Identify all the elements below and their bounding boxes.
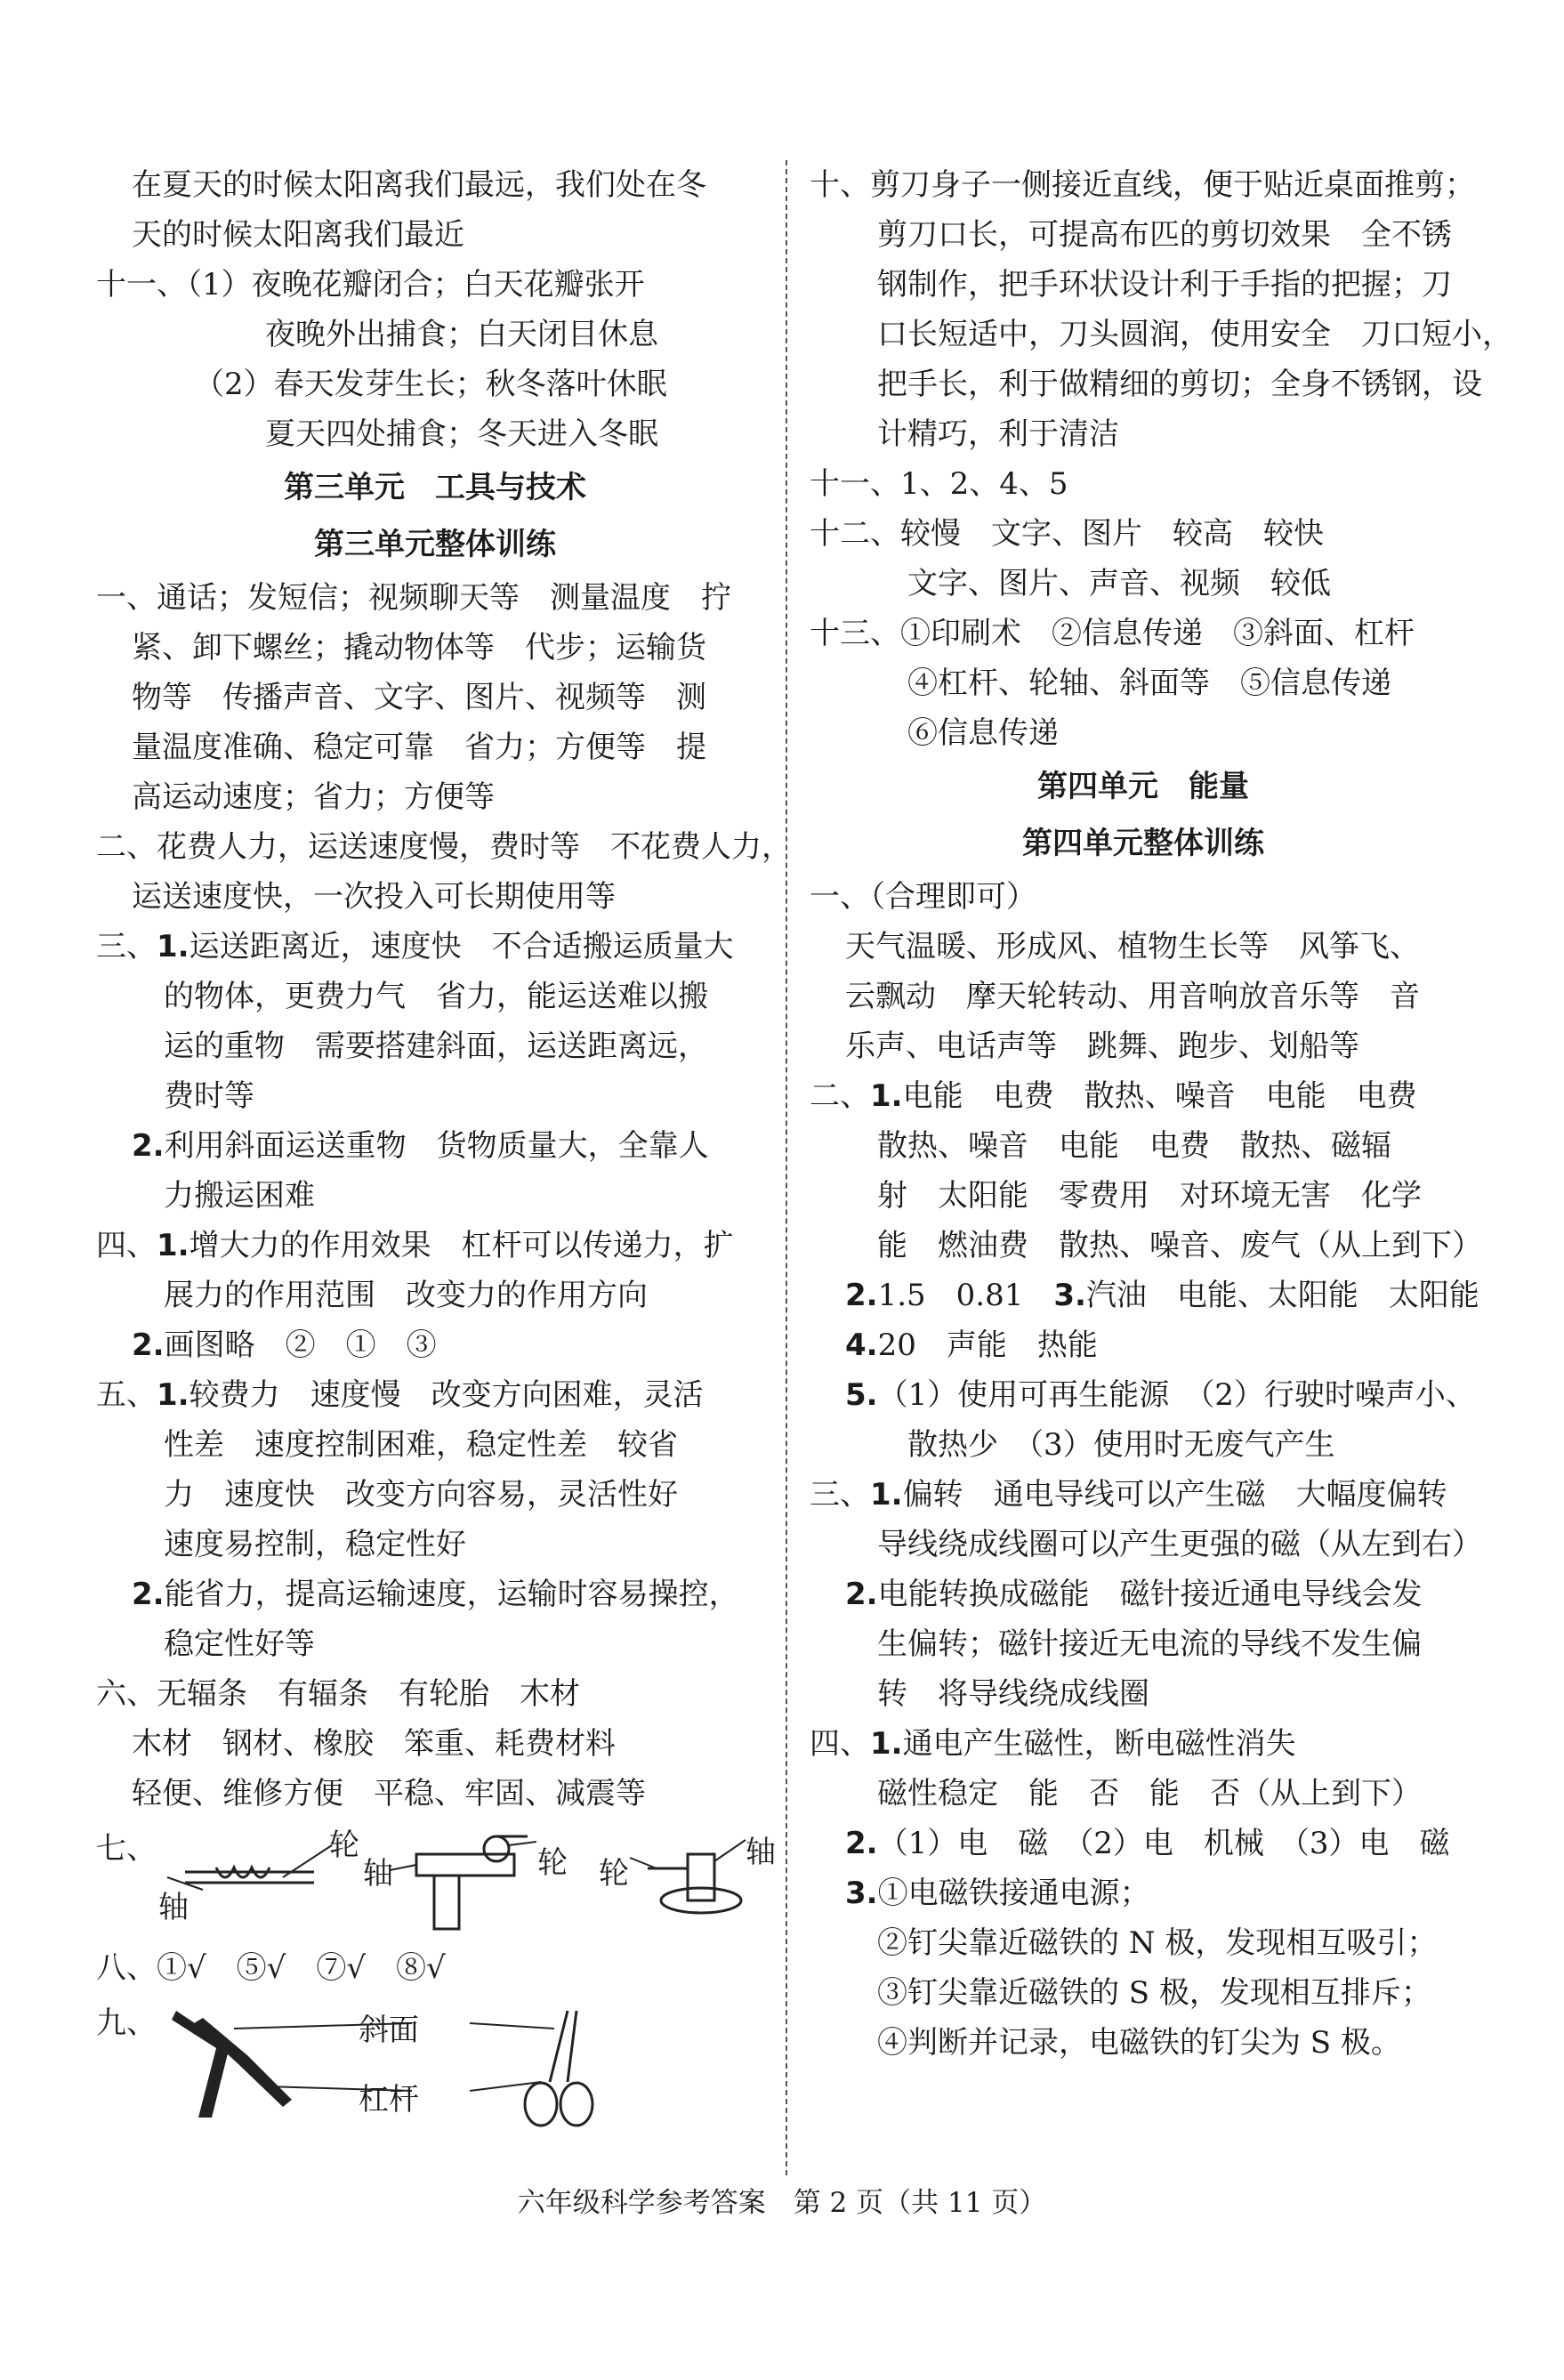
answer-line: 钢制作，把手环状设计利于手指的把握；刀 (877, 267, 1452, 303)
label-wheel: 轮 (329, 1827, 359, 1863)
answer-line: 夏天四处捕食；冬天进入冬眠 (265, 416, 658, 452)
sub-number: 3. (1053, 1278, 1086, 1313)
answer-text: （1）使用可再生能源 （2）行驶时噪声小、 (877, 1377, 1476, 1413)
answer-line: 天气温暖、形成风、植物生长等 风筝飞、 (845, 929, 1420, 964)
answer-line (96, 1569, 774, 1619)
sub-number: 1. (157, 1377, 189, 1413)
answer-line: 力 速度快 改变方向容易，灵活性好 (164, 1477, 678, 1513)
sub-number: 1. (870, 1078, 903, 1114)
question-r1 (810, 872, 1477, 922)
question-number: 四、 (810, 1726, 870, 1762)
question-1 (96, 573, 774, 623)
answer-text: 运送距离近，速度快 不合适搬运质量大 (189, 929, 734, 964)
answer-line: 剪刀口长，可提高布匹的剪切效果 全不锈 (877, 217, 1452, 253)
question-number: 十一、 (96, 267, 187, 303)
sub-number: 2. (132, 1577, 165, 1612)
answer-text: 1.5 0.81 (877, 1278, 1024, 1313)
sub-number: 1. (157, 1228, 189, 1263)
sub-number: 4. (845, 1327, 878, 1363)
unit-4-subtitle: 第四单元整体训练 (1022, 826, 1264, 861)
question-10 (810, 160, 1477, 210)
answer-line: 口长短适中，刀头圆润，使用安全 刀口短小， (877, 317, 1512, 352)
answer-text: （1）电 磁 （2）电 机械 （3）电 磁 (877, 1826, 1450, 1861)
answer-text: 较费力 速度慢 改变方向困难，灵活 (189, 1377, 704, 1413)
answer-line: 的物体，更费力气 省力，能运送难以搬 (164, 979, 708, 1014)
answer-line: 高运动速度；省力；方便等 (132, 779, 495, 815)
answer-text: 能省力，提高运输速度，运输时容易操控， (164, 1577, 739, 1612)
sub-number: 1. (870, 1477, 903, 1513)
question-11-left (96, 260, 774, 310)
answer-text: 增大力的作用效果 杠杆可以传递力，扩 (189, 1228, 734, 1263)
answer-line: 稳定性好等 (164, 1626, 315, 1662)
answer-line (810, 1320, 1477, 1370)
answer-text: 花费人力，运送速度慢，费时等 不花费人力， (157, 829, 792, 865)
question-r2 (810, 1071, 1477, 1121)
question-3 (96, 922, 774, 972)
answer-line: 力搬运困难 (164, 1178, 315, 1214)
question-number: 十、 (810, 167, 870, 203)
answer-line: 能 燃油费 散热、噪音、废气（从上到下） (877, 1228, 1482, 1263)
question-r4 (810, 1719, 1477, 1769)
question-number: 七、 (96, 1831, 157, 1867)
label-wheel: 轮 (599, 1856, 629, 1892)
question-number: 九、 (96, 2005, 157, 2041)
answer-line (810, 1868, 1477, 1918)
label-wheel: 轮 (537, 1845, 568, 1881)
answer-text: ①电磁铁接通电源； (877, 1876, 1150, 1911)
question-2 (96, 822, 792, 872)
unit-3-subtitle: 第三单元整体训练 (314, 527, 556, 562)
answer-line: 射 太阳能 零费用 对环境无害 化学 (877, 1178, 1422, 1214)
winch-figure (167, 1845, 332, 1890)
question-6 (96, 1669, 774, 1719)
answer-line: 展力的作用范围 改变力的作用方向 (164, 1278, 648, 1313)
answer-line: 转 将导线绕成线圈 (877, 1676, 1149, 1712)
answer-text: 剪刀身子一侧接近直线，便于贴近桌面推剪； (870, 167, 1475, 203)
answer-line: 轻便、维修方便 平稳、牢固、减震等 (132, 1776, 646, 1811)
unit-3-title: 第三单元 工具与技术 (284, 470, 586, 505)
answer-line: 木材 钢材、橡胶 笨重、耗费材料 (132, 1726, 616, 1762)
faucet-figure (390, 1836, 536, 1929)
answer-line (810, 1271, 1477, 1320)
sub-number: 1. (870, 1726, 903, 1762)
answer-text: 画图略 ② ① ③ (164, 1327, 437, 1363)
answer-text: 20 声能 热能 (877, 1327, 1098, 1363)
answer-line: 文字、图片、声音、视频 较低 (907, 566, 1331, 601)
question-number: 五、 (96, 1377, 157, 1413)
answer-line: 夜晚外出捕食；白天闭目休息 (265, 317, 658, 352)
answer-line: ⑥信息传递 (907, 715, 1059, 751)
column-divider (786, 160, 787, 2175)
sub-number: 2. (845, 1577, 878, 1612)
sub-number: 3. (845, 1876, 878, 1911)
sub-number: 5. (845, 1377, 878, 1413)
answer-line: 紧、卸下螺丝；撬动物体等 代步；运输货 (132, 630, 706, 666)
right-column (810, 160, 1512, 2068)
sub-number: 2. (845, 1278, 878, 1313)
answer-line: ④判断并记录，电磁铁的钉尖为 S 极。 (877, 2025, 1401, 2061)
label-axle: 轴 (746, 1835, 776, 1870)
answer-line: ④杠杆、轮轴、斜面等 ⑤信息传递 (907, 666, 1391, 701)
crank-figure (630, 1840, 746, 1913)
answer-line: 乐声、电话声等 跳舞、跑步、划船等 (845, 1029, 1359, 1064)
answer-line: 量温度准确、稳定可靠 省力；方便等 提 (132, 730, 706, 765)
question-r3 (810, 1470, 1477, 1520)
answer-text: （1）夜晚花瓣闭合；白天花瓣张开 (187, 267, 645, 303)
answer-text: 汽油 电能、太阳能 太阳能 (1085, 1278, 1479, 1313)
answer-text: 偏转 通电导线可以产生磁 大幅度偏转 (902, 1477, 1447, 1513)
label-axle: 轴 (158, 1890, 189, 1925)
question-number: 六、 (96, 1676, 157, 1712)
answer-line: 在夏天的时候太阳离我们最远，我们处在冬 (132, 167, 706, 203)
answer-text: 无辐条 有辐条 有轮胎 木材 (157, 1676, 580, 1712)
answer-line: ③钉尖靠近磁铁的 S 极，发现相互排斥； (877, 1975, 1431, 2011)
question-8: 八、①√ ⑤√ ⑦√ ⑧√ (96, 1950, 446, 1986)
answer-line: 磁性稳定 能 否 能 否（从上到下） (877, 1776, 1422, 1811)
sub-number: 2. (132, 1327, 165, 1363)
question-13: 十三、①印刷术 ②信息传递 ③斜面、杠杆 (810, 616, 1415, 651)
page-footer: 六年级科学参考答案 第 2 页（共 11 页） (517, 2187, 1047, 2219)
sub-number: 1. (157, 929, 189, 964)
answer-line: （2）春天发芽生长；秋冬落叶休眠 (194, 367, 667, 402)
question-5 (96, 1370, 774, 1420)
question-number: 一、 (810, 879, 870, 915)
answer-line (96, 1320, 774, 1370)
answer-line: 散热、噪音 电能 电费 散热、磁辐 (877, 1128, 1391, 1164)
question-11: 十一、1、2、4、5 (810, 466, 1068, 502)
question-9 (96, 1993, 774, 2135)
answer-line: 性差 速度控制困难，稳定性差 较省 (164, 1427, 678, 1463)
answer-line: 运的重物 需要搭建斜面，运送距离远， (164, 1029, 708, 1064)
answer-line: 散热少 （3）使用时无废气产生 (907, 1427, 1335, 1463)
answer-text: 通话；发短信；视频聊天等 测量温度 拧 (157, 580, 731, 616)
answer-line: 天的时候太阳离我们最近 (132, 217, 464, 253)
question-number: 四、 (96, 1228, 157, 1263)
answer-line: ②钉尖靠近磁铁的 N 极，发现相互吸引； (877, 1925, 1438, 1961)
answer-line: 费时等 (164, 1078, 254, 1114)
question-number: 一、 (96, 580, 157, 616)
label-slope: 斜面 (359, 2013, 419, 2048)
answer-text: 通电产生磁性，断电磁性消失 (902, 1726, 1296, 1762)
question-4 (96, 1221, 774, 1271)
answer-line: 把手长，利于做精细的剪切；全身不锈钢，设 (877, 367, 1482, 402)
answer-line: 生偏转；磁针接近无电流的导线不发生偏 (877, 1626, 1422, 1662)
answer-line (96, 1121, 774, 1171)
left-column (96, 160, 792, 2135)
answer-line: 物等 传播声音、文字、图片、视频等 测 (132, 680, 706, 715)
answer-line: 计精巧，利于清洁 (877, 416, 1119, 452)
wheel-axle-diagrams (149, 1819, 772, 1943)
answer-line: 速度易控制，稳定性好 (164, 1527, 466, 1562)
answer-text: （合理即可） (870, 879, 1036, 915)
answer-line: 导线绕成线圈可以产生更强的磁（从左到右） (877, 1527, 1482, 1562)
answer-text: 利用斜面运送重物 货物质量大，全靠人 (164, 1128, 709, 1164)
answer-line (810, 1370, 1477, 1420)
answer-line: 云飘动 摩天轮转动、用音响放音乐等 音 (845, 979, 1420, 1014)
label-axle: 轴 (363, 1856, 393, 1892)
sub-number: 2. (845, 1826, 878, 1861)
answer-text: 电能转换成磁能 磁针接近通电导线会发 (877, 1577, 1423, 1612)
answer-line: 运送速度快，一次投入可长期使用等 (132, 879, 616, 915)
question-number: 二、 (810, 1078, 870, 1114)
label-lever: 杠杆 (359, 2082, 419, 2118)
answer-line (810, 1569, 1477, 1619)
answer-text: 电能 电费 散热、噪音 电能 电费 (902, 1078, 1417, 1114)
question-number: 三、 (96, 929, 157, 964)
question-7 (96, 1819, 774, 1943)
unit-4-title: 第四单元 能量 (1037, 769, 1249, 804)
question-number: 三、 (810, 1477, 870, 1513)
sub-number: 2. (132, 1128, 165, 1164)
question-number: 二、 (96, 829, 157, 865)
question-12: 十二、较慢 文字、图片 较高 较快 (810, 516, 1324, 552)
answer-line (810, 1819, 1477, 1868)
